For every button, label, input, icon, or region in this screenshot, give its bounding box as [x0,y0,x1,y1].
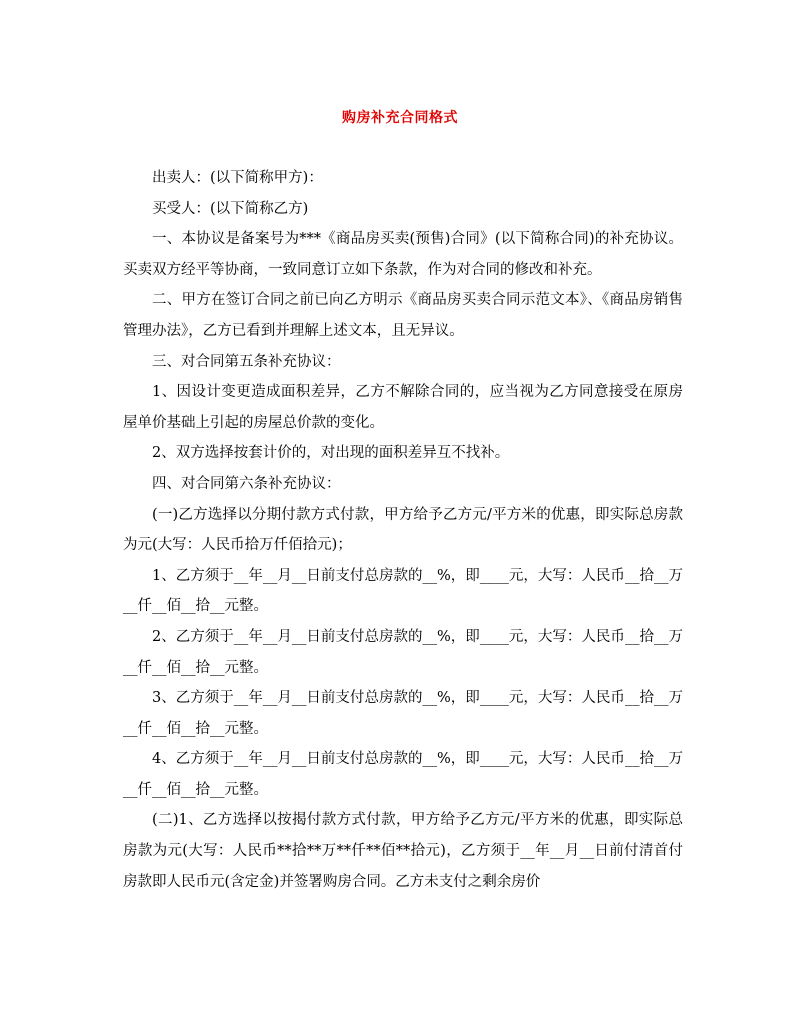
paragraph-clause-1: 一、本协议是备案号为***《商品房买卖(预售)合同》(以下简称合同)的补充协议。买卖双方经平等协商，一致同意订立如下条款，作为对合同的修改和补充。 [123,231,683,278]
paragraph-installment-2: 2、乙方须于__年__月__日前支付总房款的__%，即____元，大写：人民币__拾__万__仟__佰__拾__元整。 [123,628,683,676]
paragraph-installment-3: 3、乙方须于__年__月__日前支付总房款的__%，即____元，大写：人民币__拾__万__仟__佰__拾__元整。 [123,690,683,737]
paragraph-installment-option: (一)乙方选择以分期付款方式付款，甲方给予乙方元/平方米的优惠，即实际总房款为元(大写：人民币拾万仟佰拾元)； [123,506,683,554]
paragraph-clause-3-item-2: 2、双方选择按套计价的，对出现的面积差异互不找补。 [152,445,510,462]
document-body [123,163,683,897]
paragraph-clause-3-item-1: 1、因设计变更造成面积差异，乙方不解除合同的，应当视为乙方同意接受在原房屋单价基础上引起的房屋总价款的变化。 [123,384,683,431]
paragraph-buyer: 买受人：(以下简称乙方) [152,200,309,217]
paragraph-installment-1: 1、乙方须于__年__月__日前支付总房款的__%，即____元，大写：人民币__拾__万__仟__佰__拾__元整。 [123,567,683,615]
paragraph-clause-2: 二、甲方在签订合同之前已向乙方明示《商品房买卖合同示范文本》、《商品房销售管理办法》，乙方已看到并理解上述文本，且无异议。 [123,292,683,339]
paragraph-clause-3-heading: 三、对合同第五条补充协议： [152,353,341,370]
paragraph-mortgage-option: (二)1、乙方选择以按揭付款方式付款，甲方给予乙方元/平方米的优惠，即实际总房款为元(大写：人民币**拾**万**仟**佰**拾元)，乙方须于__年__月__日前付清首付房款即人民币元(含定金)并签署购房合同。乙方未支付之剩余房价 [123,812,683,890]
document-title: 购房补充合同格式 [342,110,458,126]
paragraph-seller: 出卖人：(以下简称甲方)： [152,170,323,186]
paragraph-clause-4-heading: 四、对合同第六条补充协议： [152,475,341,492]
paragraph-installment-4: 4、乙方须于__年__月__日前支付总房款的__%，即____元，大写：人民币__拾__万__仟__佰__拾__元整。 [123,751,683,798]
